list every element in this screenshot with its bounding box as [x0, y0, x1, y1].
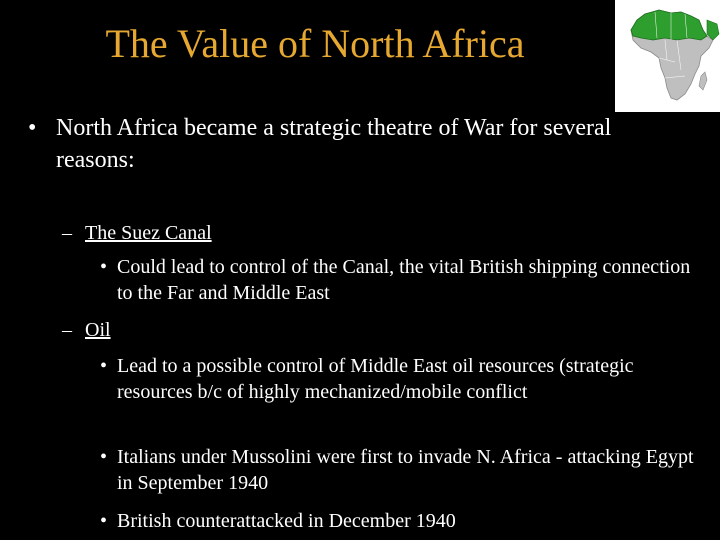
point-text: British counterattacked in December 1940 [117, 510, 456, 532]
point-oil-1 [100, 353, 710, 405]
main-bullet [28, 112, 628, 176]
sub-topic-heading: The Suez Canal [85, 222, 212, 244]
point-oil-2 [100, 444, 710, 496]
bullet-dot: • [100, 510, 108, 532]
sub-topic-suez [62, 220, 212, 246]
slide-title: The Value of North Africa [105, 21, 525, 66]
dash-marker: – [62, 222, 72, 244]
point-oil-3 [100, 508, 710, 534]
point-text: Italians under Mussolini were first to invade N. Africa - attacking Egypt in September 1940 [117, 446, 694, 494]
point-text: Lead to a possible control of Middle East oil resources (strategic resources b/c of highly mechanized/mobile conflict [117, 355, 634, 403]
bullet-dot: • [28, 115, 37, 141]
sub-topic-oil [62, 317, 111, 343]
bullet-dot: • [100, 446, 108, 468]
sub-topic-heading: Oil [85, 319, 111, 341]
africa-map-icon [615, 0, 720, 112]
bullet-dot: • [100, 355, 108, 377]
point-suez-1 [100, 254, 710, 306]
main-bullet-text: North Africa became a strategic theatre of War for several reasons: [56, 115, 612, 173]
dash-marker: – [62, 319, 72, 341]
point-text: Could lead to control of the Canal, the vital British shipping connection to the Far and Middle East [117, 256, 691, 304]
bullet-dot: • [100, 256, 108, 278]
